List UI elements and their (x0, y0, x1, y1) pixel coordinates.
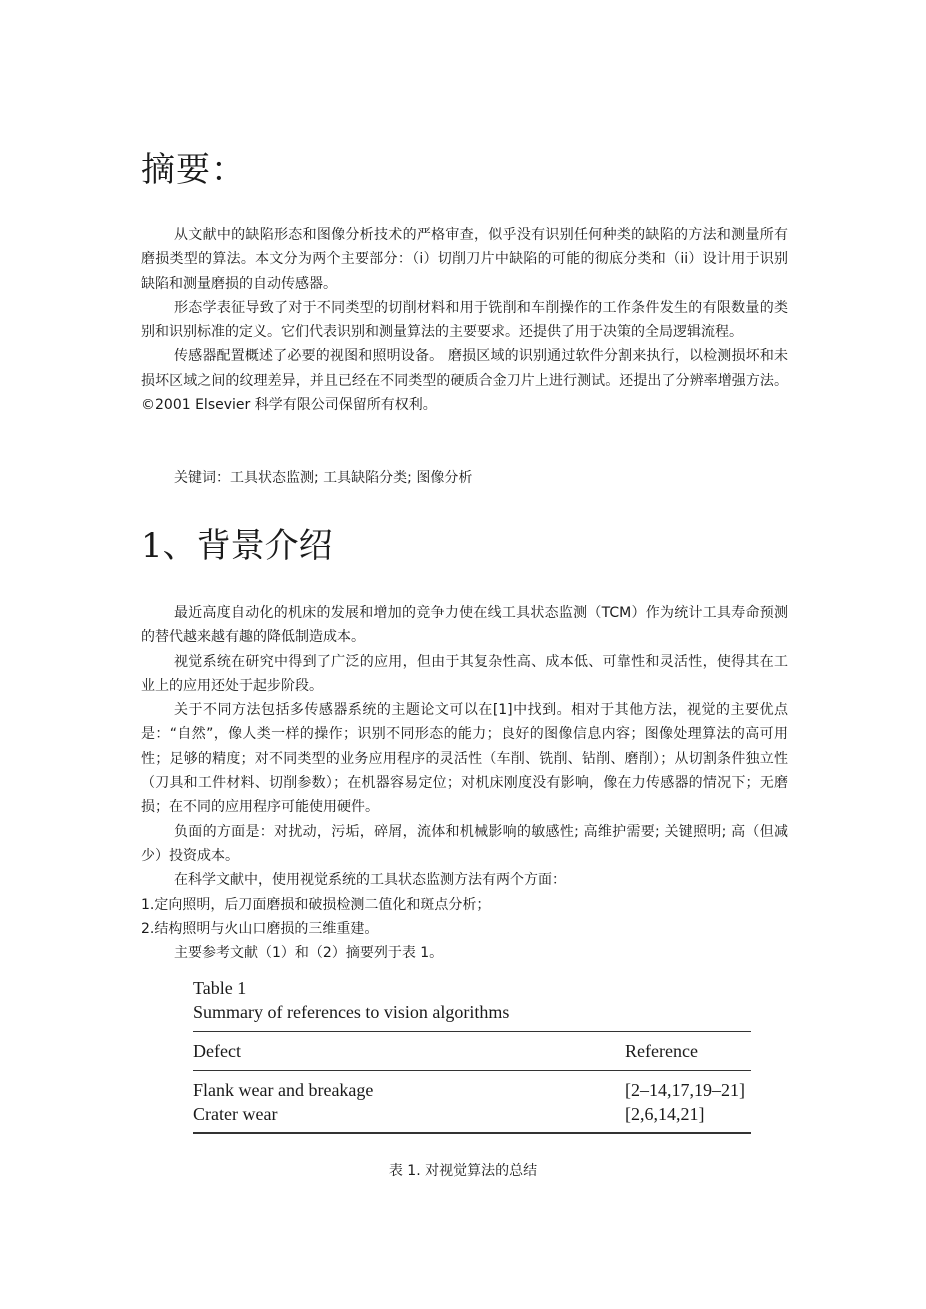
abstract-body (141, 223, 788, 417)
table-title: Summary of references to vision algorithms (193, 1002, 510, 1022)
section-1-paragraph-5: 在科学文献中，使用视觉系统的工具状态监测方法有两个方面： (174, 872, 566, 889)
section-1-paragraph-4: 负面的方面是：对扰动，污垢，碎屑，流体和机械影响的敏感性; 高维护需要; 关键照明; 高（但减少）投资成本。 (141, 823, 788, 864)
table-header-row (193, 1039, 751, 1063)
table-caption: 表 1. 对视觉算法的总结 (388, 1163, 538, 1179)
section-1-paragraph-6: 主要参考文献（1）和（2）摘要列于表 1。 (174, 945, 444, 962)
table-header-defect: Defect (193, 1041, 241, 1061)
table-row (193, 1102, 751, 1126)
keywords-line: 关键词：工具状态监测; 工具缺陷分类; 图像分析 (174, 470, 473, 486)
table-label: Table 1 (193, 978, 247, 998)
table-cell-defect: Flank wear and breakage (193, 1080, 374, 1100)
abstract-heading: 摘要： (141, 150, 246, 190)
table-top-rule (193, 1031, 751, 1032)
abstract-paragraph-1: 从文献中的缺陷形态和图像分析技术的严格审查，似乎没有识别任何种类的缺陷的方法和测量所有磨损类型的算法。本文分为两个主要部分：（i）切削刀片中缺陷的可能的彻底分类和（ii）设计用于识别缺陷和测量磨损的自动传感器。 (141, 227, 788, 292)
abstract-paragraph-3: 传感器配置概述了必要的视图和照明设备。 磨损区域的识别通过软件分割来执行，以检测损坏和未损坏区域之间的纹理差异，并且已经在不同类型的硬质合金刀片上进行测试。还提出了分辨率增强方法。©2001 Elsevier 科学有限公司保留所有权利。 (141, 348, 788, 414)
table-cell-reference: [2,6,14,21] (625, 1104, 705, 1124)
table-cell-reference: [2–14,17,19–21] (625, 1080, 745, 1100)
table-row (193, 1078, 751, 1102)
keywords-block (141, 466, 788, 490)
table-figure (193, 976, 751, 1134)
section-1-heading: 1、背景介绍 (141, 526, 333, 566)
section-1-paragraph-2: 视觉系统在研究中得到了广泛的应用，但由于其复杂性高、成本低、可靠性和灵活性，使得其在工业上的应用还处于起步阶段。 (141, 653, 788, 694)
abstract-paragraph-2: 形态学表征导致了对于不同类型的切削材料和用于铣削和车削操作的工作条件发生的有限数量的类别和识别标准的定义。它们代表识别和测量算法的主要要求。还提供了用于决策的全局逻辑流程。 (141, 299, 788, 341)
list-item-1: 1.定向照明，后刀面磨损和破损检测二值化和斑点分析； (141, 896, 491, 913)
table-header-rule (193, 1070, 751, 1071)
table-cell-defect: Crater wear (193, 1104, 278, 1124)
list-item-2: 2.结构照明与火山口磨损的三维重建。 (141, 920, 379, 937)
section-1-paragraph-1: 最近高度自动化的机床的发展和增加的竞争力使在线工具状态监测（TCM）作为统计工具寿命预测的替代越来越有趣的降低制造成本。 (141, 605, 788, 646)
table-bottom-rule (193, 1132, 751, 1134)
table-header-reference: Reference (625, 1041, 698, 1061)
section-1-paragraph-3: 关于不同方法包括多传感器系统的主题论文可以在[1]中找到。相对于其他方法，视觉的主要优点是：“自然”，像人类一样的操作；识别不同形态的能力；良好的图像信息内容；图像处理算法的高可用性；足够的精度；对不同类型的业务应用程序的灵活性（车削、铣削、钻削、磨削）；从切割条件独立性（刀具和工件材料、切削参数）；在机器容易定位；对机床刚度没有影响，像在力传感器的情况下；无磨损；在不同的应用程序可能使用硬件。 (141, 702, 788, 816)
section-1-body (141, 601, 788, 965)
